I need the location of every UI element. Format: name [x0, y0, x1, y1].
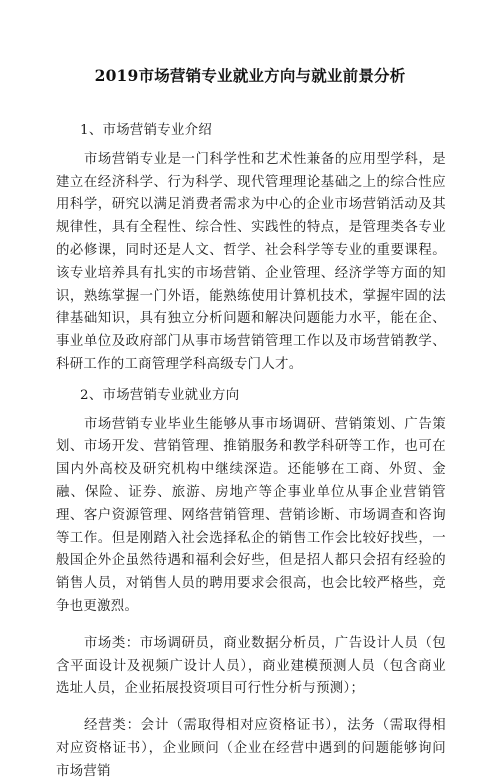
paragraph-career-overview: 市场营销专业毕业生能够从事市场调研、营销策划、广告策划、市场开发、营销管理、推销服务和教学科研等工作，也可在国内外高校及研究机构中继续深造。还能够在工商、外贸、金融、保险、证券、旅游、房地产等企事业单位从事企业营销管理、客户资源管理、网络营销管理、营销诊断、市场调查和咨询等工作。但是刚踏入社会选择私企的销售工作会比较好找些，一般国企外企虽然待遇和福利会好些，但是招人都只会招有经验的销售人员，对销售人员的聘用要求会很高，也会比较严格些，竞争也更激烈。: [56, 416, 446, 614]
section-heading-intro: 1、市场营销专业介绍: [80, 123, 213, 138]
paragraph-market-category: 市场类：市场调研员，商业数据分析员，广告设计人员（包含平面设计及视频广设计人员），商业建模预测人员（包含商业选址人员，企业拓展投资项目可行性分析与预测）；: [56, 635, 446, 697]
paragraph-business-category: 经营类：会计（需取得相对应资格证书），法务（需取得相对应资格证书），企业顾问（企业在经营中遇到的问题能够询问市场营销: [56, 718, 446, 779]
paragraph-intro: 市场营销专业是一门科学性和艺术性兼备的应用型学科，是建立在经济科学、行为科学、现代管理理论基础之上的综合性应用科学，研究以满足消费者需求为中心的企业市场营销活动及其规律性，具有全程性、综合性、实践性的特点，是管理类各专业的必修课，同时还是人文、哲学、社会科学等专业的重要课程。该专业培养具有扎实的市场营销、企业管理、经济学等方面的知识，熟练掌握一门外语，能熟练使用计算机技术，掌握牢固的法律基础知识，具有独立分析问题和解决问题能力水平，能在企、事业单位及政府部门从事市场营销管理工作以及市场营销教学、科研工作的工商管理学科高级专门人才。: [56, 151, 446, 372]
document-body: [56, 120, 446, 784]
section-heading-career: 2、市场营销专业就业方向: [80, 387, 240, 403]
document-title: 2019市场营销专业就业方向与就业前景分析: [94, 66, 406, 85]
